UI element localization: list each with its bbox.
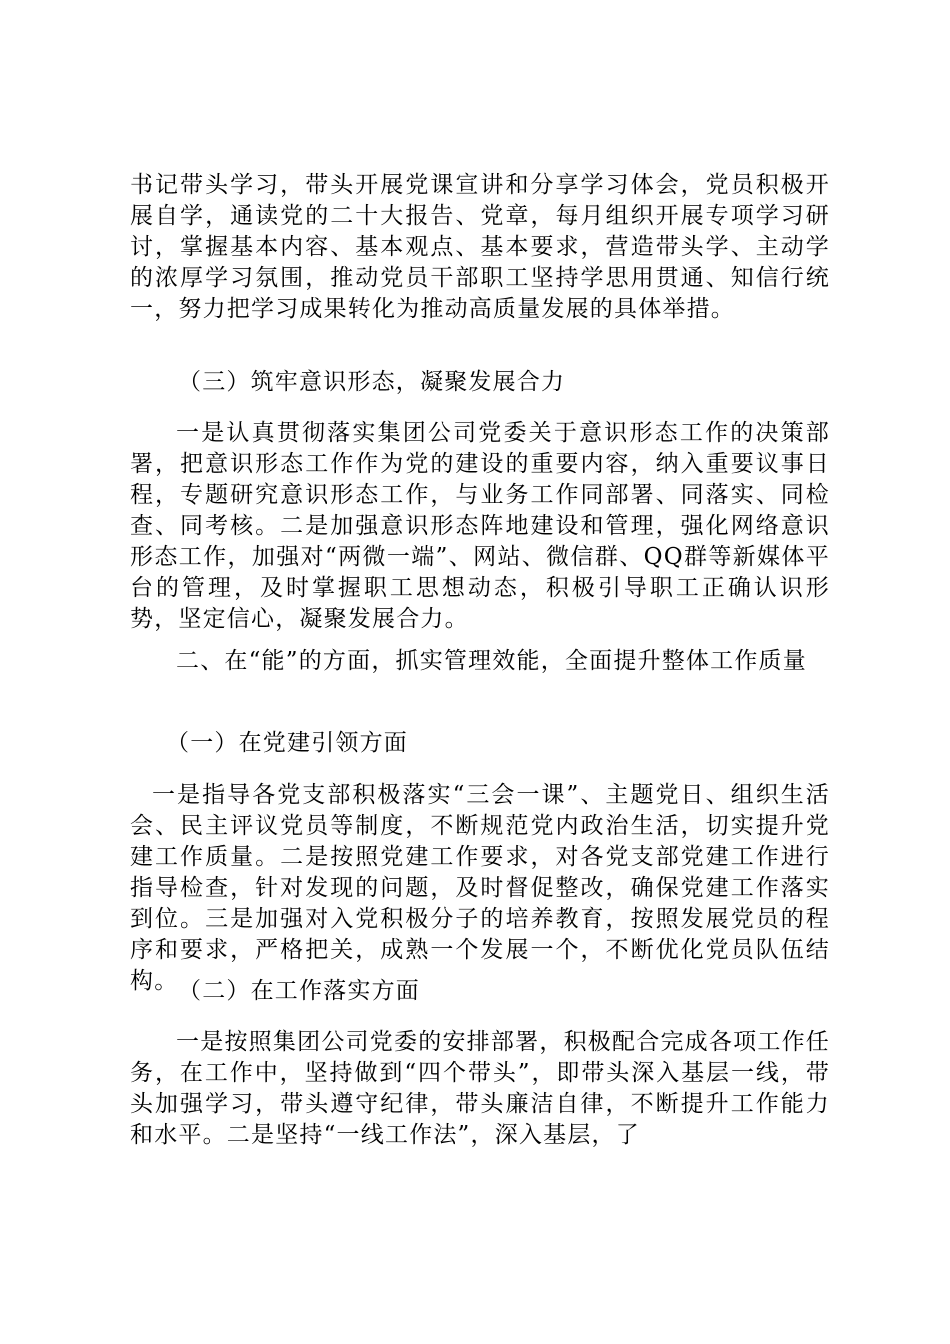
heading-work-implementation: （二）在工作落实方面: [178, 978, 420, 1004]
paragraph-study: 书记带头学习，带头开展党课宣讲和分享学习体会，党员积极开展自学，通读党的二十大报告、党章，每月组织开展专项学习研讨，掌握基本内容、基本观点、基本要求，营造带头学、主动学的浓厚学习氛围，推动党员干部职工坚持学思用贯通、知信行统一，努力把学习成果转化为推动高质量发展的具体举措。: [130, 172, 830, 322]
heading-section-two: 二、在“能”的方面，抓实管理效能，全面提升整体工作质量: [176, 648, 807, 674]
paragraph-ideology: 一是认真贯彻落实集团公司党委关于意识形态工作的决策部署，把意识形态工作作为党的建设的重要内容，纳入重要议事日程，专题研究意识形态工作，与业务工作同部署、同落实、同检查、同考核。二是加强意识形态阵地建设和管理，强化网络意识形态工作，加强对“两微一端”、网站、微信群、QQ群等新媒体平台的管理，及时掌握职工思想动态，积极引导职工正确认识形势，坚定信心，凝聚发展合力。: [130, 420, 830, 632]
paragraph-party-building: 一是指导各党支部积极落实“三会一课”、主题党日、组织生活会、民主评议党员等制度，不断规范党内政治生活，切实提升党建工作质量。二是按照党建工作要求，对各党支部党建工作进行指导检查，针对发现的问题，及时督促整改，确保党建工作落实到位。三是加强对入党积极分子的培养教育，按照发展党员的程序和要求，严格把关，成熟一个发展一个，不断优化党员队伍结构。: [130, 782, 830, 994]
paragraph-work-implementation: 一是按照集团公司党委的安排部署，积极配合完成各项工作任务，在工作中，坚持做到“四个带头”，即带头深入基层一线，带头加强学习，带头遵守纪律，带头廉洁自律，不断提升工作能力和水平。二是坚持“一线工作法”，深入基层，了: [130, 1029, 830, 1148]
heading-ideology: （三）筑牢意识形态，凝聚发展合力: [178, 369, 566, 395]
heading-party-building: （一）在党建引领方面: [166, 730, 408, 756]
